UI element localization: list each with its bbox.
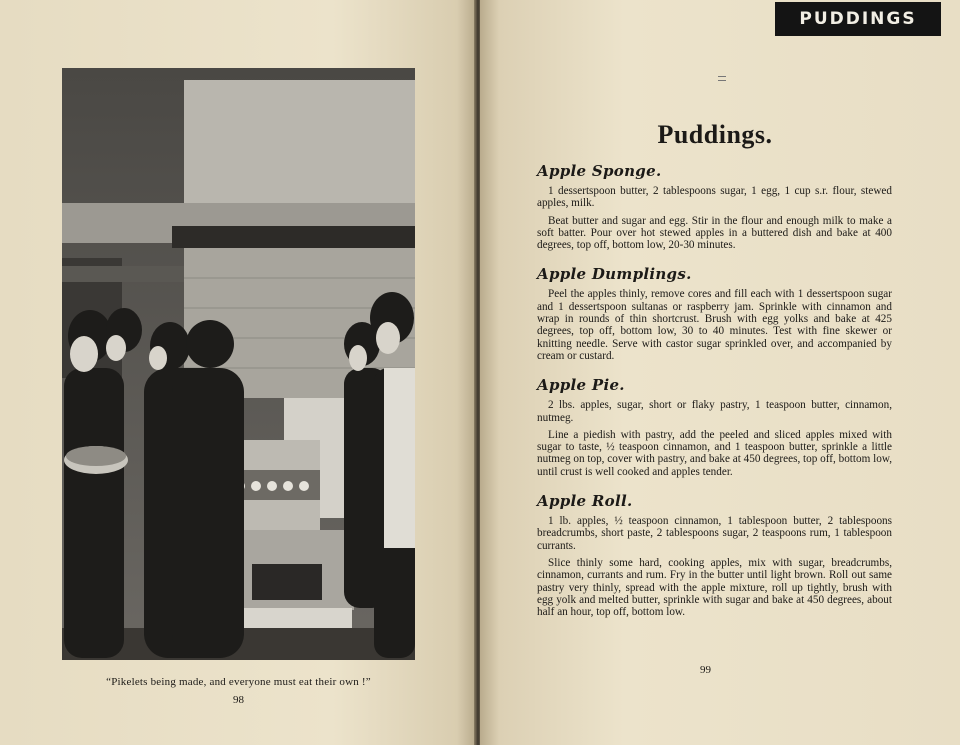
dash-mark [718,76,726,81]
recipe-ingredients: 2 lbs. apples, sugar, short or flaky pastry, 1 teaspoon butter, cinnamon, nutmeg. [537,399,892,424]
recipe-ingredients: 1 lb. apples, ½ teaspoon cinnamon, 1 tablespoon butter, 2 tablespoons breadcrumbs, short paste, 2 tablespoons sugar, 2 teaspoons rum, 1 tablespoon currants. [537,515,892,552]
recipe-apple-roll [537,492,892,618]
kitchen-photo [62,68,415,660]
recipe-list [537,162,892,632]
page-number-left: 98 [233,694,244,706]
recipe-apple-pie [537,376,892,478]
recipe-apple-sponge [537,162,892,251]
recipe-title: Apple Sponge. [537,162,662,180]
photo-caption: “Pikelets being made, and everyone must eat their own !” [106,676,371,688]
page-number-right: 99 [700,664,711,676]
recipe-method: Line a piedish with pastry, add the peeled and sliced apples mixed with sugar to taste, ½ teaspoon cinnamon, and 1 teaspoon butter, sprinkle a little nutmeg on top, cover with pastry, and bake at 450 degrees, top off, bottom low, until crust is well cooked and apples tender. [537,428,892,478]
recipe-method: Beat butter and sugar and egg. Stir in the flour and enough milk to make a soft batter. Pour over hot stewed apples in a buttered dish and bake at 400 degrees, top off, bottom low, 20-30 minutes. [537,214,892,252]
recipe-title: Apple Roll. [537,492,633,511]
kitchen-photo-illustration [62,68,415,660]
recipe-title: Apple Pie. [537,376,625,395]
recipe-ingredients: 1 dessertspoon butter, 2 tablespoons sugar, 1 egg, 1 cup s.r. flour, stewed apples, milk. [537,185,892,210]
recipe-method: Slice thinly some hard, cooking apples, mix with sugar, breadcrumbs, cinnamon, currants and rum. Fry in the butter until light brown. Roll out same pastry very thinly, spread with the apple mixture, roll up tightly, brush with egg yolk and melted butter, sprinkle with sugar and bake at 450 degrees, about half an hour, top off, bottom low. [537,556,892,619]
page-title: Puddings. [657,120,773,149]
recipe-method: Peel the apples thinly, remove cores and fill each with 1 dessertspoon sugar and 1 dessertspoon sultanas or raspberry jam. Sprinkle with cinnamon and wrap in rounds of thin shortcrust. Brush with egg yolks and bake at 425 degrees, top off, bottom low, 30 to 40 minutes. Test with fine skewer or knitting needle. Serve with castor sugar sprinkled over, and accompanied by cream or custard. [537,288,892,362]
recipe-apple-dumplings [537,265,892,362]
recipe-title: Apple Dumplings. [537,265,692,284]
left-page [0,0,476,745]
section-tab: PUDDINGS [775,2,941,36]
